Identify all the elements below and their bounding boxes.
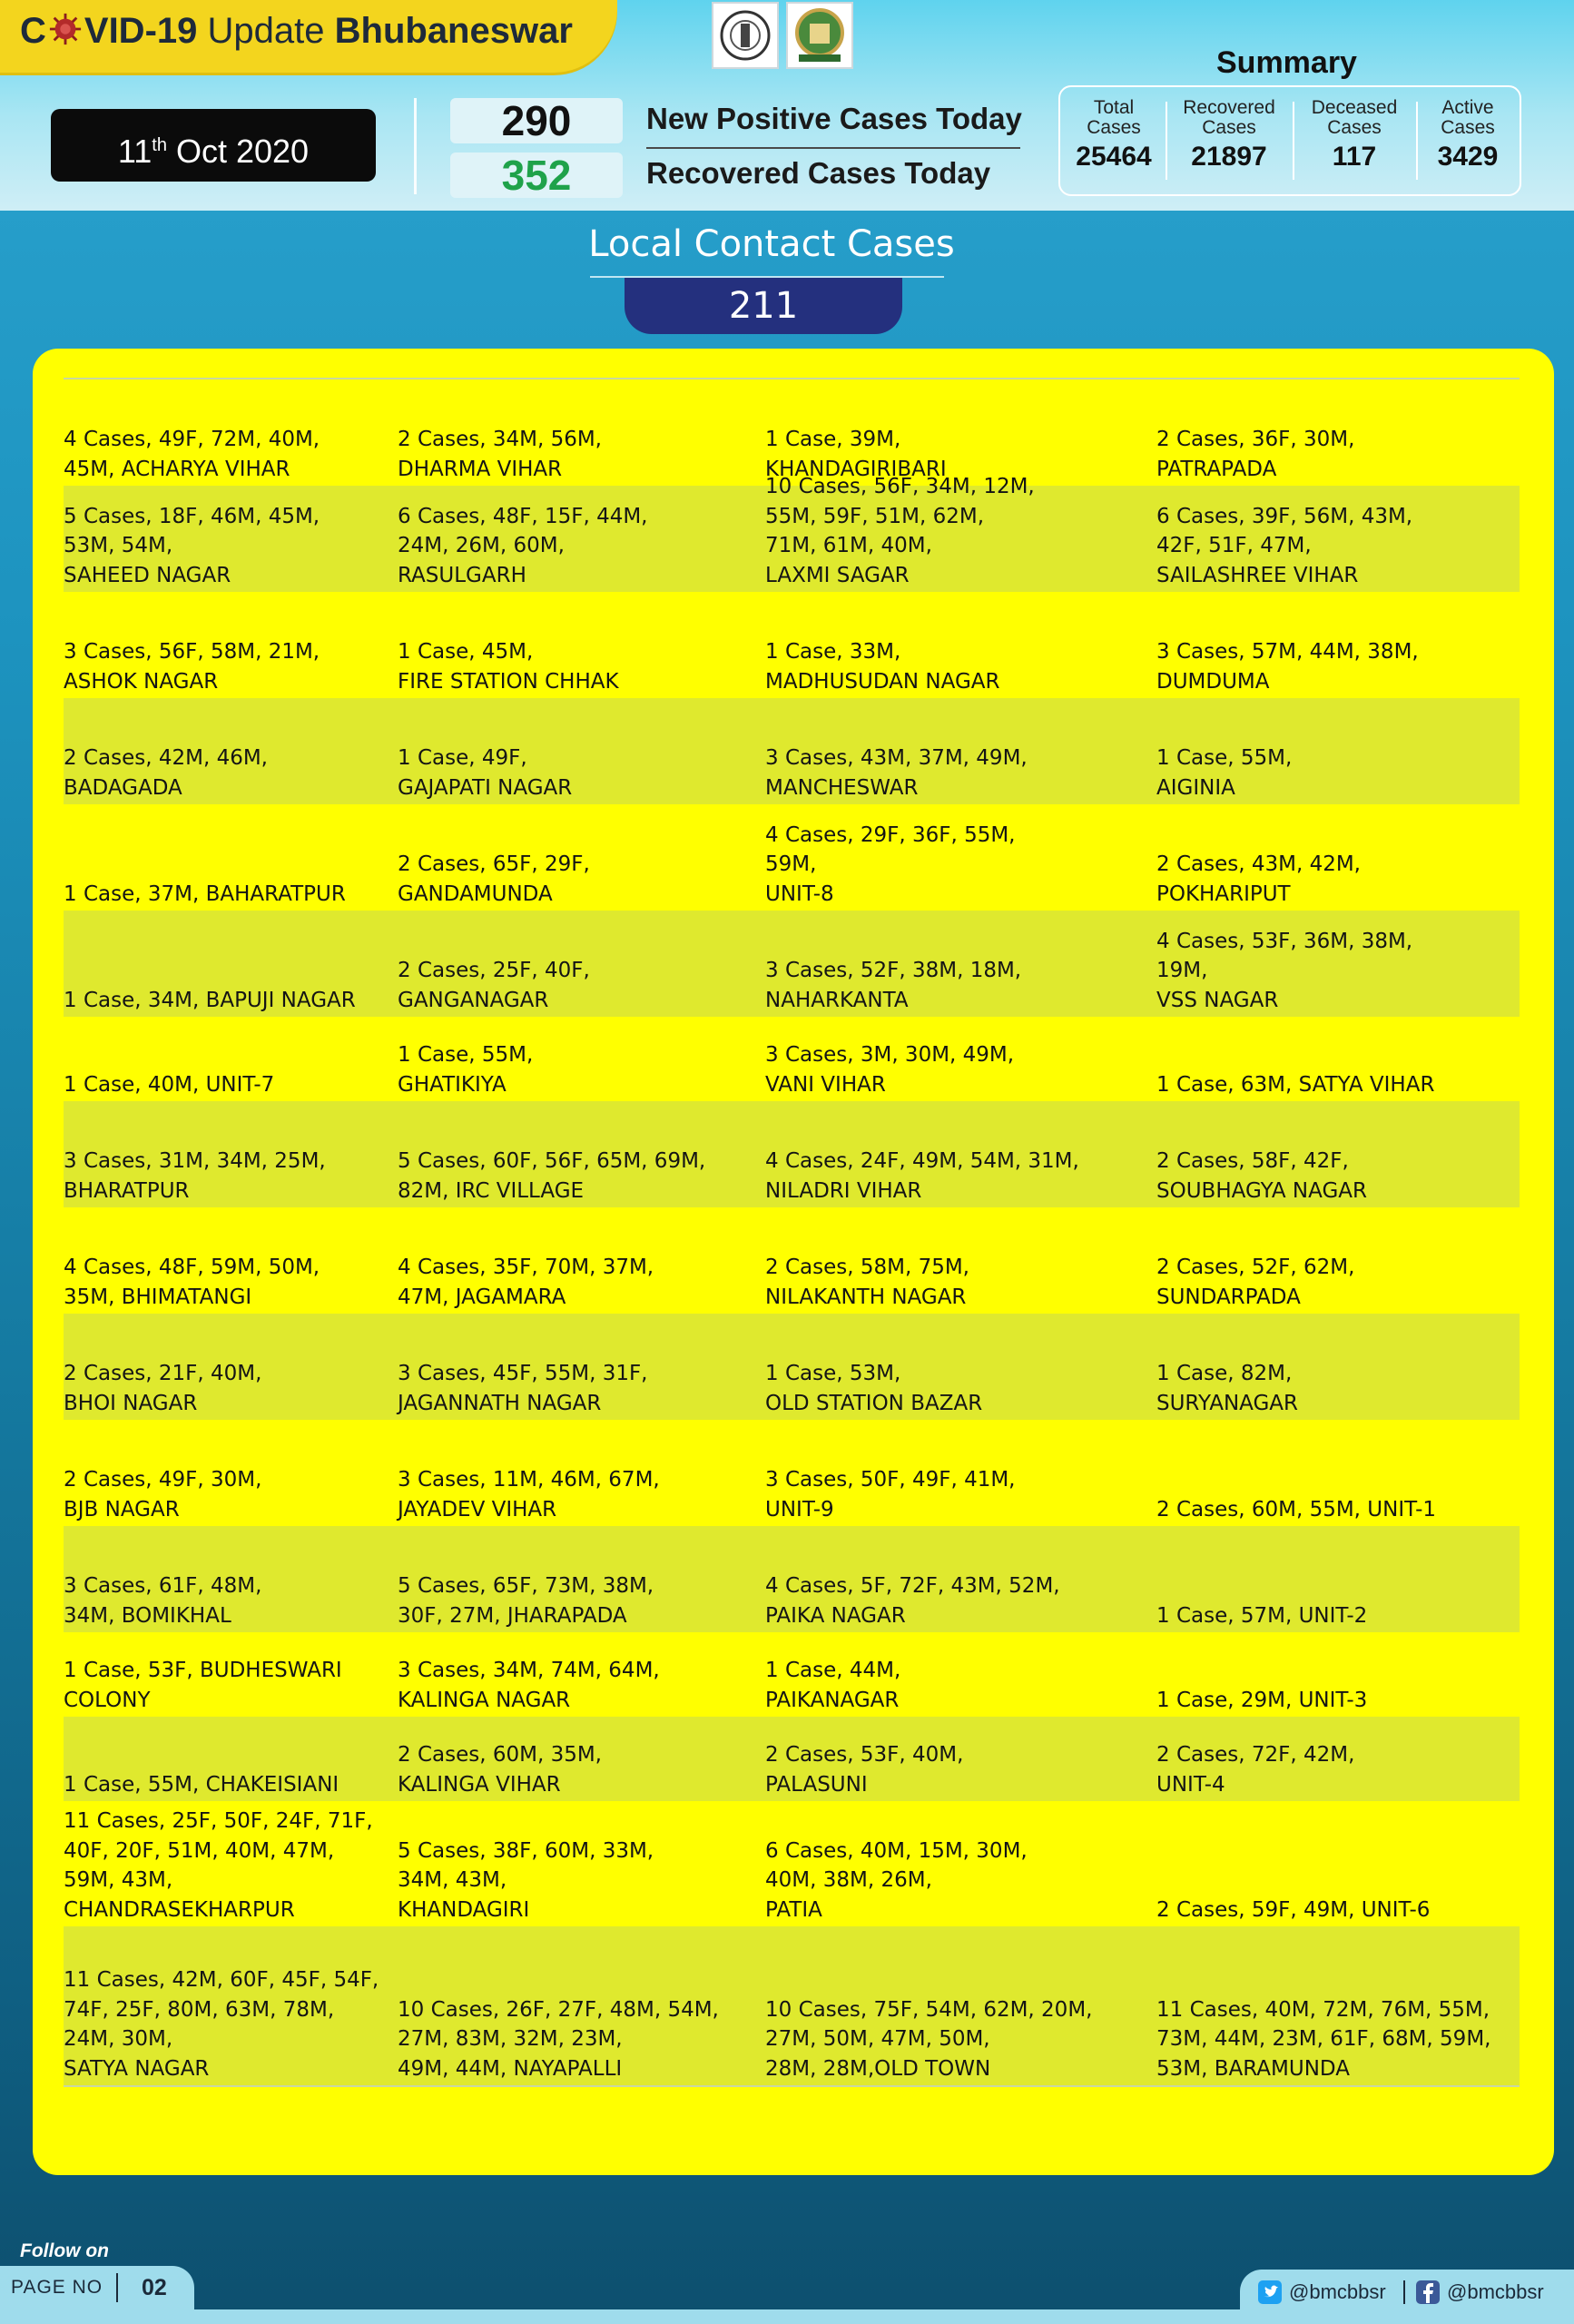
- summary-active-label: Active Cases: [1441, 97, 1495, 138]
- twitter-icon[interactable]: [1258, 2280, 1282, 2304]
- case-cell: 3 Cases, 45F, 55M, 31F, JAGANNATH NAGAR: [398, 1362, 648, 1415]
- case-cell: 2 Cases, 43M, 42M, POKHARIPUT: [1156, 852, 1361, 906]
- case-cell: 2 Cases, 59F, 49M, UNIT-6: [1156, 1897, 1431, 1922]
- case-cell: 2 Cases, 58M, 75M, NILAKANTH NAGAR: [765, 1256, 969, 1309]
- case-cell: 1 Case, 45M, FIRE STATION CHHAK: [398, 640, 619, 694]
- table-row: [64, 1926, 1520, 2087]
- case-cell: 3 Cases, 3M, 30M, 49M, VANI VIHAR: [765, 1043, 1015, 1097]
- local-contact-title: Local Contact Cases: [588, 223, 955, 265]
- title-banner: [0, 0, 617, 73]
- table-row: [64, 1207, 1520, 1314]
- title-update: Update: [207, 11, 325, 51]
- case-cell: 3 Cases, 11M, 46M, 67M, JAYADEV VIHAR: [398, 1468, 660, 1521]
- case-cell: 6 Cases, 39F, 56M, 43M, 42F, 51F, 47M, SAILASHREE VIHAR: [1156, 504, 1413, 587]
- case-cell: 3 Cases, 50F, 49F, 41M, UNIT-9: [765, 1468, 1016, 1521]
- table-row: [64, 698, 1520, 804]
- case-cell: 3 Cases, 56F, 58M, 21M, ASHOK NAGAR: [64, 640, 320, 694]
- table-row: [64, 1420, 1520, 1526]
- date-day: 11: [117, 133, 152, 170]
- follow-label: Follow on: [20, 2240, 109, 2261]
- case-cell: 2 Cases, 49F, 30M, BJB NAGAR: [64, 1468, 262, 1521]
- table-row: [64, 475, 1520, 592]
- page-title: [20, 11, 573, 52]
- recovered-label: Recovered Cases Today: [646, 156, 991, 190]
- summary-active: [1418, 98, 1518, 172]
- local-contact-count: 211: [625, 278, 902, 334]
- cases-table: [64, 378, 1520, 2087]
- summary-total-label: Total Cases: [1087, 97, 1141, 138]
- case-cell: 1 Case, 49F, GAJAPATI NAGAR: [398, 746, 573, 800]
- bmc-logo: [786, 2, 853, 69]
- case-cell: 11 Cases, 25F, 50F, 24F, 71F, 40F, 20F, 51M, 40M, 47M, 59M, 43M, CHANDRASEKHARPUR: [64, 1809, 373, 1922]
- page-divider: [116, 2273, 118, 2302]
- table-row: [64, 1017, 1520, 1101]
- table-row: [64, 379, 1520, 486]
- new-positive-label: New Positive Cases Today: [646, 102, 1022, 135]
- case-cell: 1 Case, 37M, BAHARATPUR: [64, 881, 346, 906]
- case-cell: 10 Cases, 75F, 54M, 62M, 20M, 27M, 50M, 47M, 50M, 28M, 28M,OLD TOWN: [765, 1997, 1093, 2081]
- case-cell: 1 Case, 63M, SATYA VIHAR: [1156, 1072, 1435, 1097]
- case-cell: 5 Cases, 18F, 46M, 45M, 53M, 54M, SAHEED NAGAR: [64, 504, 320, 587]
- case-cell: 2 Cases, 52F, 62M, SUNDARPADA: [1156, 1256, 1355, 1309]
- new-positive-count: 290: [450, 98, 623, 143]
- case-cell: 2 Cases, 72F, 42M, UNIT-4: [1156, 1743, 1355, 1797]
- case-cell: 4 Cases, 49F, 72M, 40M, 45M, ACHARYA VIHAR: [64, 428, 320, 481]
- title-city: Bhubaneswar: [334, 11, 573, 51]
- case-cell: 2 Cases, 34M, 56M, DHARMA VIHAR: [398, 428, 602, 481]
- case-cell: 5 Cases, 65F, 73M, 38M, 30F, 27M, JHARAPADA: [398, 1574, 654, 1628]
- case-cell: 1 Case, 53F, BUDHESWARI COLONY: [64, 1659, 342, 1712]
- header: [0, 0, 1574, 211]
- case-cell: 1 Case, 57M, UNIT-2: [1156, 1603, 1368, 1628]
- page-label: PAGE NO: [11, 2277, 103, 2298]
- summary-total-value: 25464: [1076, 142, 1152, 172]
- odisha-govt-emblem-logo: [712, 2, 779, 69]
- case-cell: 2 Cases, 60M, 55M, UNIT-1: [1156, 1497, 1436, 1521]
- case-cell: 2 Cases, 42M, 46M, BADAGADA: [64, 746, 268, 800]
- title-prefix: C: [20, 11, 46, 51]
- case-cell: 5 Cases, 60F, 56F, 65M, 69M, 82M, IRC VILLAGE: [398, 1149, 706, 1203]
- case-cell: 1 Case, 29M, UNIT-3: [1156, 1688, 1368, 1712]
- case-cell: 10 Cases, 56F, 34M, 12M, 55M, 59F, 51M, 62M, 71M, 61M, 40M, LAXMI SAGAR: [765, 475, 1035, 587]
- case-cell: 4 Cases, 29F, 36F, 55M, 59M, UNIT-8: [765, 822, 1016, 906]
- case-cell: 1 Case, 44M, PAIKANAGAR: [765, 1659, 901, 1712]
- case-cell: 2 Cases, 60M, 35M, KALINGA VIHAR: [398, 1743, 602, 1797]
- table-row: [64, 1101, 1520, 1207]
- case-cell: 1 Case, 53M, OLD STATION BAZAR: [765, 1362, 983, 1415]
- case-cell: 1 Case, 55M, AIGINIA: [1156, 746, 1293, 800]
- title-covid: VID-19: [84, 11, 198, 51]
- case-cell: 4 Cases, 53F, 36M, 38M, 19M, VSS NAGAR: [1156, 929, 1413, 1012]
- case-cell: 3 Cases, 43M, 37M, 49M, MANCHESWAR: [765, 746, 1028, 800]
- case-cell: 1 Case, 40M, UNIT-7: [64, 1072, 275, 1097]
- table-row: [64, 911, 1520, 1017]
- summary-deceased-value: 117: [1332, 142, 1377, 172]
- table-row: [64, 1314, 1520, 1420]
- table-row: [64, 1526, 1520, 1632]
- case-cell: 2 Cases, 53F, 40M, PALASUNI: [765, 1743, 964, 1797]
- table-row: [64, 1717, 1520, 1801]
- case-cell: 1 Case, 39M, KHANDAGIRIBARI: [765, 428, 947, 481]
- table-row: [64, 804, 1520, 911]
- case-cell: 11 Cases, 40M, 72M, 76M, 55M, 73M, 44M, 23M, 61F, 68M, 59M, 53M, BARAMUNDA: [1156, 1997, 1491, 2081]
- case-cell: 10 Cases, 26F, 27F, 48M, 54M, 27M, 83M, 32M, 23M, 49M, 44M, NAYAPALLI: [398, 1997, 719, 2081]
- case-cell: 1 Case, 34M, BAPUJI NAGAR: [64, 988, 356, 1012]
- social-links: [1240, 2270, 1574, 2311]
- case-cell: 3 Cases, 52F, 38M, 18M, NAHARKANTA: [765, 959, 1022, 1012]
- date-month-year: Oct 2020: [175, 133, 310, 170]
- summary-recovered: [1167, 98, 1291, 172]
- case-cell: 1 Case, 55M, CHAKEISIANI: [64, 1772, 339, 1797]
- case-cell: 11 Cases, 42M, 60F, 45F, 54F, 74F, 25F, 80M, 63M, 78M, 24M, 30M, SATYA NAGAR: [64, 1968, 379, 2081]
- case-cell: 4 Cases, 24F, 49M, 54M, 31M, NILADRI VIHAR: [765, 1149, 1079, 1203]
- summary-box: [1058, 85, 1521, 196]
- case-cell: 5 Cases, 38F, 60M, 33M, 34M, 43M, KHANDAGIRI: [398, 1838, 654, 1922]
- table-row: [64, 592, 1520, 698]
- facebook-handle[interactable]: @bmcbbsr: [1447, 2280, 1544, 2303]
- date-ordinal: th: [152, 135, 167, 155]
- case-cell: 2 Cases, 58F, 42F, SOUBHAGYA NAGAR: [1156, 1149, 1367, 1203]
- case-cell: 2 Cases, 36F, 30M, PATRAPADA: [1156, 428, 1355, 481]
- case-cell: 6 Cases, 48F, 15F, 44M, 24M, 26M, 60M, RASULGARH: [398, 504, 648, 587]
- header-divider: [414, 98, 417, 194]
- summary-recovered-value: 21897: [1191, 142, 1267, 172]
- table-row: [64, 1632, 1520, 1717]
- recovered-count: 352: [450, 153, 623, 198]
- case-cell: 2 Cases, 25F, 40F, GANGANAGAR: [398, 959, 590, 1012]
- case-cell: 4 Cases, 35F, 70M, 37M, 47M, JAGAMARA: [398, 1256, 654, 1309]
- case-cell: 3 Cases, 57M, 44M, 38M, DUMDUMA: [1156, 640, 1419, 694]
- case-cell: 3 Cases, 61F, 48M, 34M, BOMIKHAL: [64, 1574, 262, 1628]
- page-number-tab: [0, 2266, 194, 2309]
- case-cell: 2 Cases, 21F, 40M, BHOI NAGAR: [64, 1362, 262, 1415]
- social-divider: [1403, 2280, 1405, 2304]
- case-cell: 6 Cases, 40M, 15M, 30M, 40M, 38M, 26M, PATIA: [765, 1838, 1028, 1922]
- report-date: [51, 109, 376, 182]
- summary-active-value: 3429: [1437, 142, 1499, 172]
- facebook-icon[interactable]: [1416, 2280, 1440, 2304]
- summary-deceased: [1294, 98, 1414, 172]
- case-cell: 3 Cases, 31M, 34M, 25M, BHARATPUR: [64, 1149, 326, 1203]
- case-cell: 4 Cases, 48F, 59M, 50M, 35M, BHIMATANGI: [64, 1256, 320, 1309]
- case-cell: 1 Case, 55M, GHATIKIYA: [398, 1043, 534, 1097]
- virus-icon: [48, 12, 83, 46]
- case-cell: 4 Cases, 5F, 72F, 43M, 52M, PAIKA NAGAR: [765, 1574, 1060, 1628]
- summary-deceased-label: Deceased Cases: [1311, 97, 1398, 138]
- case-cell: 1 Case, 82M, SURYANAGAR: [1156, 1362, 1299, 1415]
- footer-bar: [0, 2309, 1574, 2324]
- table-row: [64, 1801, 1520, 1926]
- case-cell: 1 Case, 33M, MADHUSUDAN NAGAR: [765, 640, 1000, 694]
- summary-title: Summary: [1216, 45, 1357, 80]
- label-divider: [646, 147, 1020, 149]
- case-cell: 2 Cases, 65F, 29F, GANDAMUNDA: [398, 852, 590, 906]
- summary-total: [1064, 98, 1164, 172]
- page-number: 02: [142, 2275, 167, 2300]
- case-cell: 3 Cases, 34M, 74M, 64M, KALINGA NAGAR: [398, 1659, 660, 1712]
- twitter-handle[interactable]: @bmcbbsr: [1289, 2280, 1386, 2303]
- summary-recovered-label: Recovered Cases: [1183, 97, 1275, 138]
